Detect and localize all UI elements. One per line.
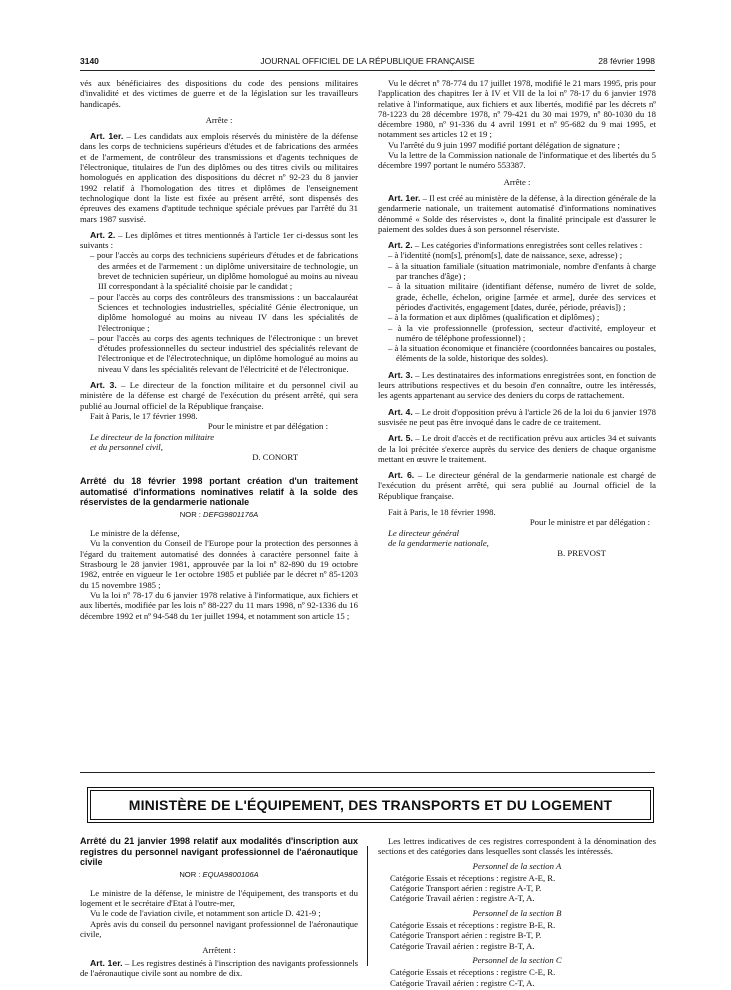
page-header [80, 56, 655, 68]
article-2 [80, 230, 358, 251]
section-rule [80, 772, 655, 773]
list-item: – pour l'accès au corps des agents techniques de l'électronique : un brevet d'études professionnelles du secteur industriel des spécialités relevant de l'électronique et de l'électrotechnique, un diplôme homologué au moins au niveau V dans les spécialités relevant de l'électricité et de l'électronique. [90, 333, 358, 374]
article-text: – Le droit d'accès et de rectification prévu aux articles 34 et suivants de la loi précitée s'exerce auprès du service des deniers de chaque organisme mettant en œuvre le traitement. [378, 433, 656, 464]
paragraph: Vu la convention du Conseil de l'Europe pour la protection des personnes à l'égard du traitement automatisé des données à caractère personnel faite à Strasbourg le 28 janvier 1981, approuvée par la loi nº 82-890 du 19 octobre 1982, entrée en vigueur le 1er octobre 1985 et publiée par le décret nº 85-1203 du 15 novembre 1985 ; [80, 538, 358, 590]
paragraph: Vu l'arrêté du 9 juin 1997 modifié portant délégation de signature ; [388, 139, 620, 150]
paragraph: Vu le décret nº 78-774 du 17 juillet 1978, modifié le 21 mars 1995, pris pour l'application des chapitres Ier à IV et VII de la loi nº 78-17 du 6 janvier 1978 relative à l'informatique, aux fichiers et aux libertés, modifié par les décrets nº 78-1223 du 28 décembre 1978, nº 79-421 du 30 mai 1979, nº 80-1030 du 18 décembre 1980, nº 91-336 du 4 avril 1991 et nº 95-682 du 9 mai 1995, et notamment ses articles 12 et 19 ; [378, 78, 656, 140]
article-1 [80, 131, 358, 224]
nor-reference [80, 870, 358, 880]
continuation-text: vés aux bénéficiaires des dispositions du code des pensions militaires d'invalidité et des victimes de guerre et de la législation sur les travailleurs handicapés. [80, 78, 358, 109]
paragraph: Vu la lettre de la Commission nationale de l'informatique et des libertés du 5 décembre 1997 portant le numéro 553387. [378, 150, 656, 171]
list-item: – à la formation et aux diplômes (qualification et diplômes) ; [388, 312, 656, 322]
article-label: Art. 1er. [90, 957, 123, 968]
paragraph: Vu la loi nº 78-17 du 6 janvier 1978 relative à l'informatique, aux fichiers et aux libertés, modifiée par les lois nº 88-227 du 11 mars 1998, nº 92-1336 du 16 décembre 1992 et nº 94-548 du 1er juillet 1994, et notamment son article 15 ; [80, 589, 358, 621]
paragraph: Vu le code de l'aviation civile, et notamment son article D. 421-9 ; [90, 908, 321, 919]
paragraph: Après avis du conseil du personnel navigant professionnel de l'aéronautique civile, [80, 918, 358, 939]
arrete-title: Arrêté du 21 janvier 1998 relatif aux modalités d'inscription aux registres du personnel navigant professionnel de l'aéronautique civile [80, 836, 358, 867]
left-column [80, 78, 358, 621]
nor-label: NOR : [179, 869, 203, 879]
diploma-list [80, 250, 358, 374]
list-item: – pour l'accès au corps des contrôleurs des transmissions : un baccalauréat Sciences et technologies industrielles, spécialité Génie électronique, un diplôme homologué au moins au niveau IV dans les spécialités de l'électronique ; [90, 292, 358, 333]
list-item: – à la situation familiale (situation matrimoniale, nombre d'enfants à charge par tranches d'âge) ; [388, 261, 656, 282]
list-item: – à la situation militaire (identifiant défense, numéro de livret de solde, grade, échelle, échelon, origine [armée et arme], durée des services et périodes d'activités, engagement [dates, durée, période, préavis]) ; [388, 281, 656, 312]
arrete-title: Arrêté du 18 février 1998 portant création d'un traitement automatisé d'informations nominatives relatif à la solde des réservistes de la gendarmerie nationale [80, 476, 358, 508]
nor-code: DEFG9801176A [203, 509, 259, 519]
article-text: – Les registres destinés à l'inscription des navigants professionnels de l'aéronautique civile sont au nombre de dix. [80, 957, 358, 978]
article-label: Art. 1er. [388, 192, 421, 203]
registry-line: Catégorie Essais et réceptions : registre B-E, R. [390, 920, 556, 931]
registry-line: Catégorie Transport aérien : registre B-T, P. [390, 930, 542, 941]
registry-line: Catégorie Travail aérien : registre C-T, A. [390, 977, 535, 988]
arretent-heading: Arrêtent : [202, 945, 236, 956]
column-separator [367, 846, 368, 966]
section-heading: Personnel de la section B [472, 907, 562, 918]
article-1 [378, 193, 656, 234]
signature-line: Le directeur général [388, 527, 460, 538]
article-text: – Le directeur général de la gendarmerie nationale est chargé de l'exécution du présent arrêté, qui sera publié au Journal officiel de la République française. [378, 470, 656, 501]
article-4 [378, 407, 656, 428]
article-label: Art. 6. [388, 470, 415, 481]
nor-reference [80, 510, 358, 520]
article-label: Art. 2. [90, 229, 116, 240]
article-6 [378, 470, 656, 501]
paragraph: Le ministre de la défense, [90, 528, 180, 539]
arrete-heading: Arrête : [205, 114, 233, 125]
list-item: – à l'identité (nom[s], prénom[s], date de naissance, sexe, adresse) ; [388, 250, 656, 260]
page-number: 3140 [80, 56, 99, 66]
article-text: – Les diplômes et titres mentionnés à l'article 1er ci-dessus sont les suivants : [80, 229, 359, 251]
article-text: – Les candidats aux emplois réservés du ministère de la défense dans les corps de techniciens supérieurs d'études et de fabrications des armées et de l'armement, de contrôleur des transmissions et d'agents techniques de l'électronique, titulaires de l'un des diplômes ou des titres civils ou militaires homologués en application des dispositions du décret nº 92-23 du 8 janvier 1992 relatif à l'homologation des titres et diplômes de l'enseignement technologique dont la liste est fixée au présent arrêté, sont dispensés des épreuves des examens d'aptitude technique spéciale prévues par l'arrêté du 31 mars 1987 susvisé. [80, 131, 358, 224]
registry-line: Catégorie Travail aérien : registre B-T, A. [390, 940, 535, 951]
bottom-left-column [80, 836, 358, 978]
article-text: – Les destinataires des informations enregistrées sont, en fonction de leurs attributions respectives et du besoin d'en connaître, outre les intéressés, les agents appartenant au service des deniers du corps de rattachement. [378, 369, 656, 401]
right-column [378, 78, 656, 558]
ministry-banner: MINISTÈRE DE L'ÉQUIPEMENT, DES TRANSPORTS ET DU LOGEMENT [90, 790, 651, 820]
signature-line: et du personnel civil, [90, 441, 163, 452]
registry-line: Catégorie Essais et réceptions : registre A-E, R. [390, 872, 556, 883]
article-label: Art. 2. [388, 240, 413, 251]
article-3 [378, 370, 656, 401]
article-text: – Il est créé au ministère de la défense, à la direction générale de la gendarmerie nationale, un traitement automatisé d'informations nominatives dénommé « Solde des réservistes », dont la finalité principale est d'assurer le paiement des soldes dues à son personnel réserviste. [378, 192, 656, 234]
article-3 [80, 380, 358, 411]
section-heading: Personnel de la section A [472, 860, 562, 871]
arrete-heading: Arrête : [503, 176, 531, 187]
signature-line: Le directeur de la fonction militaire [90, 431, 215, 442]
information-list [378, 250, 656, 363]
fait-line: Fait à Paris, le 18 février 1998. [388, 506, 496, 517]
article-label: Art. 3. [90, 380, 117, 391]
list-item: – à la situation économique et financière (coordonnées bancaires ou postales, éléments de la solde, historique des soldes). [388, 343, 656, 364]
fait-line: Fait à Paris, le 17 février 1998. [90, 410, 198, 421]
signature-line: Pour le ministre et par délégation : [529, 517, 650, 528]
bottom-right-column [378, 836, 656, 988]
article-5 [378, 433, 656, 464]
article-label: Art. 4. [388, 406, 413, 417]
signatory-name: D. CONORT [252, 452, 298, 463]
signature-line: de la gendarmerie nationale, [388, 537, 489, 548]
article-label: Art. 3. [388, 369, 413, 380]
paragraph: Les lettres indicatives de ces registres correspondent à la dénomination des sections et des catégories dans lesquelles sont classés les intéressés. [378, 836, 656, 857]
registry-line: Catégorie Essais et réceptions : registre C-E, R. [390, 967, 556, 978]
nor-code: EQUA9800106A [202, 869, 259, 879]
issue-date: 28 février 1998 [598, 56, 655, 66]
header-rule [80, 70, 655, 71]
registry-line: Catégorie Transport aérien : registre A-T, P. [390, 883, 542, 894]
section-heading: Personnel de la section C [472, 954, 562, 965]
article-text: – Le droit d'opposition prévu à l'article 26 de la loi du 6 janvier 1978 susvisée ne peut pas être invoqué dans le cadre de ce traitement. [378, 406, 656, 427]
signature-line: Pour le ministre et par délégation : [207, 421, 328, 432]
article-label: Art. 1er. [90, 131, 124, 142]
signatory-name: B. PREVOST [557, 548, 606, 559]
list-item: – pour l'accès au corps des techniciens supérieurs d'études et de fabrications des armées et de l'armement : un diplôme universitaire de technologie, un brevet de technicien supérieur, un diplôme homologué au moins au niveau III correspondant à la spécialité choisie par le candidat ; [90, 250, 358, 291]
article-2 [378, 240, 656, 250]
journal-title: JOURNAL OFFICIEL DE LA RÉPUBLIQUE FRANÇAISE [260, 56, 475, 66]
article-label: Art. 5. [388, 433, 413, 444]
registry-line: Catégorie Travail aérien : registre A-T, A. [390, 893, 535, 904]
paragraph: Le ministre de la défense, le ministre de l'équipement, des transports et du logement et le secrétaire d'Etat à l'outre-mer, [80, 887, 358, 909]
article-1 [80, 958, 358, 979]
nor-label: NOR : [179, 509, 204, 519]
article-text: – Les catégories d'informations enregistrées sont celles relatives : [412, 240, 643, 251]
article-text: – Le directeur de la fonction militaire et du personnel civil au ministère de la défense est chargé de l'exécution du présent arrêté, qui sera publié au Journal officiel de la République française. [80, 380, 358, 411]
list-item: – à la vie professionnelle (profession, secteur d'activité, employeur et numéro de téléphone professionnel) ; [388, 323, 656, 344]
